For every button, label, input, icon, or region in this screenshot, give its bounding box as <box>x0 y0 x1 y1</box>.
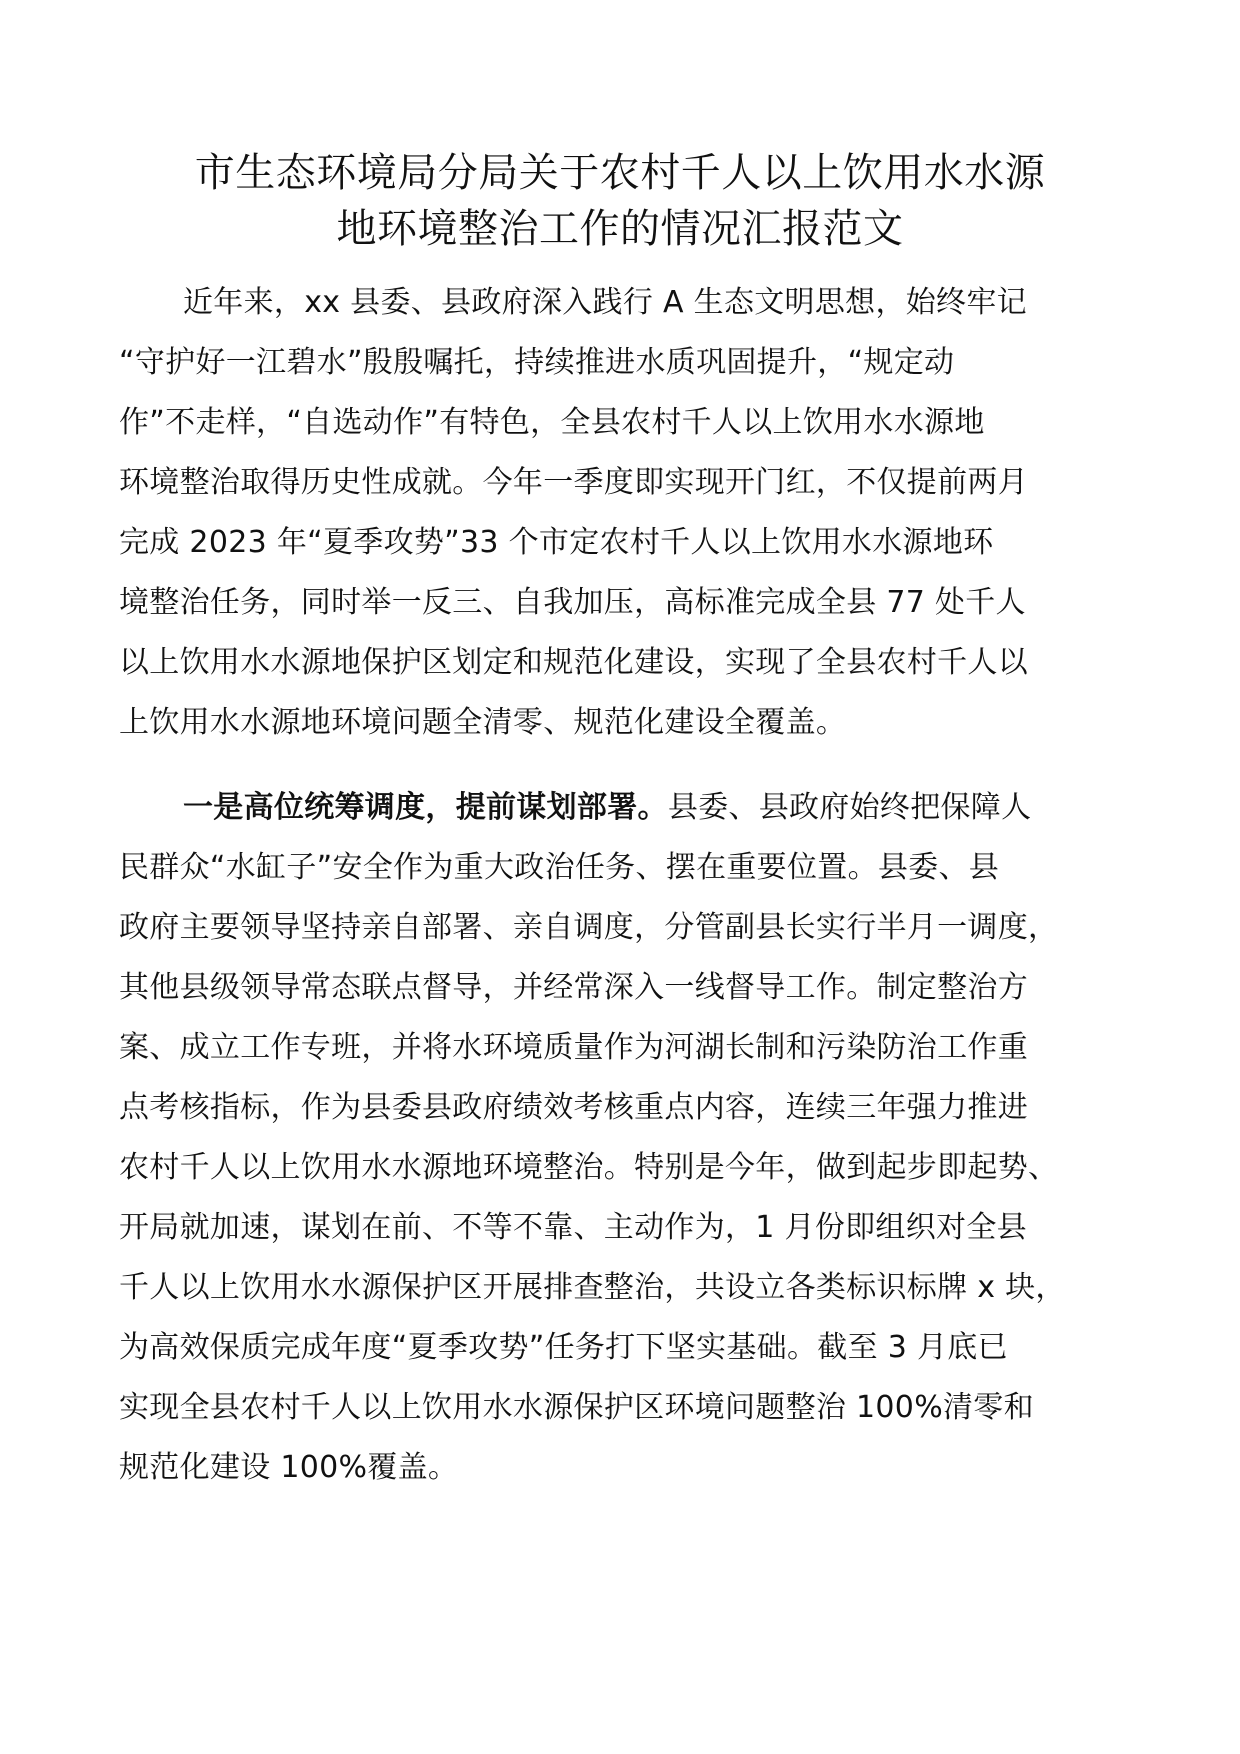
paragraph-2-heading: 一是高位统筹调度，提前谋划部署。 <box>183 790 668 825</box>
paragraph-1-line-5: 完成 2023 年“夏季攻势”33 个市定农村千人以上饮用水水源地环 <box>119 525 994 560</box>
paragraph-2-line-11: 实现全县农村千人以上饮用水水源保护区环境问题整治 100%清零和 <box>119 1390 1034 1425</box>
paragraph-1-line-3: 作”不走样，“自选动作”有特色，全县农村千人以上饮用水水源地 <box>119 405 985 440</box>
paragraph-2-line-4: 其他县级领导常态联点督导，并经常深入一线督导工作。制定整治方 <box>119 970 1028 1005</box>
paragraph-1-line-8: 上饮用水水源地环境问题全清零、规范化建设全覆盖。 <box>119 705 847 740</box>
paragraph-2-line-9: 千人以上饮用水水源保护区开展排查整治，共设立各类标识标牌 x 块， <box>119 1270 1066 1305</box>
paragraph-2-line-5: 案、成立工作专班，并将水环境质量作为河湖长制和污染防治工作重 <box>119 1030 1028 1065</box>
paragraph-1-line-4: 环境整治取得历史性成就。今年一季度即实现开门红，不仅提前两月 <box>119 465 1028 500</box>
paragraph-2-line-10: 为高效保质完成年度“夏季攻势”任务打下坚实基础。截至 3 月底已 <box>119 1330 1008 1365</box>
paragraph-2-line-7: 农村千人以上饮用水水源地环境整治。特别是今年，做到起步即起势、 <box>119 1150 1059 1185</box>
paragraph-2-line-1 <box>183 788 1031 828</box>
paragraph-2-line-2: 民群众“水缸子”安全作为重大政治任务、摆在重要位置。县委、县 <box>119 850 1000 885</box>
document-title-line-2: 地环境整治工作的情况汇报范文 <box>336 206 904 252</box>
paragraph-2-line-6: 点考核指标，作为县委县政府绩效考核重点内容，连续三年强力推进 <box>119 1090 1028 1125</box>
paragraph-2-first-line-rest: 县委、县政府始终把保障人 <box>667 790 1032 825</box>
paragraph-2-line-12: 规范化建设 100%覆盖。 <box>119 1450 459 1485</box>
paragraph-2-line-3: 政府主要领导坚持亲自部署、亲自调度，分管副县长实行半月一调度， <box>119 910 1059 945</box>
paragraph-2-line-8: 开局就加速，谋划在前、不等不靠、主动作为，1 月份即组织对全县 <box>119 1210 1027 1245</box>
paragraph-1-line-7: 以上饮用水水源地保护区划定和规范化建设，实现了全县农村千人以 <box>119 645 1028 680</box>
paragraph-1-line-1: 近年来，xx 县委、县政府深入践行 A 生态文明思想，始终牢记 <box>183 285 1027 320</box>
paragraph-1-line-2: “守护好一江碧水”殷殷嘱托，持续推进水质巩固提升，“规定动 <box>119 345 955 380</box>
paragraph-1-line-6: 境整治任务，同时举一反三、自我加压，高标准完成全县 77 处千人 <box>119 585 1026 620</box>
document-title-line-1: 市生态环境局分局关于农村千人以上饮用水水源 <box>194 150 1046 196</box>
